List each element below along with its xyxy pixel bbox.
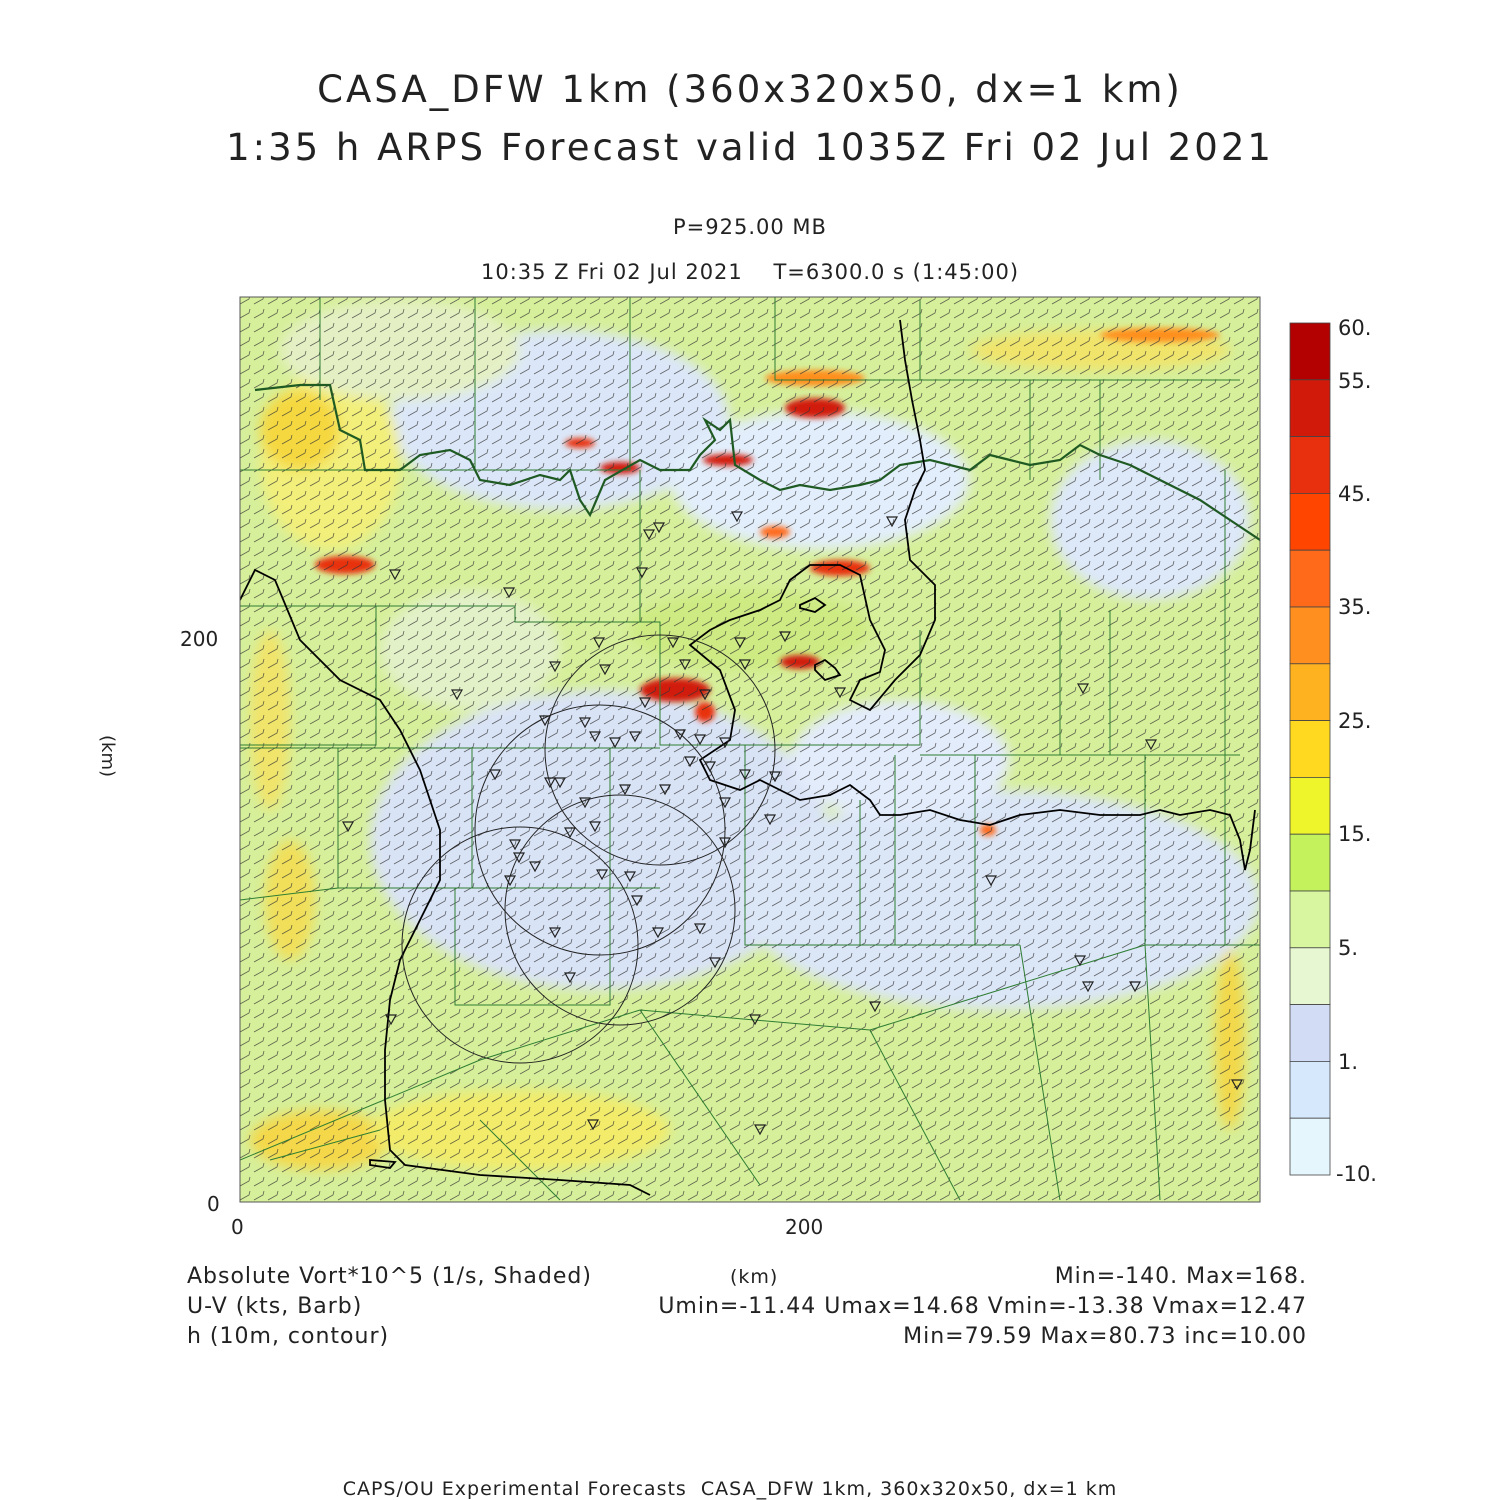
y-tick-0: 0	[207, 1192, 220, 1216]
field-1-stats: Min=-140. Max=168.	[1054, 1264, 1307, 1289]
colorbar-segment	[1290, 607, 1330, 664]
title-line-2: 1:35 h ARPS Forecast valid 1035Z Fri 02 Jul 2021	[226, 126, 1274, 169]
colorbar-label: -10.	[1336, 1162, 1377, 1186]
y-axis-label: (km)	[97, 735, 118, 778]
valid-time: 10:35 Z Fri 02 Jul 2021 T=6300.0 s (1:45:00)	[480, 260, 1020, 284]
x-tick-200: 200	[785, 1215, 824, 1239]
colorbar-label: 55.	[1338, 369, 1372, 393]
field-1-label: Absolute Vort*10^5 (1/s, Shaded)	[187, 1264, 592, 1289]
colorbar-segment	[1290, 437, 1330, 494]
vorticity-shading	[240, 297, 1260, 1202]
colorbar-segment	[1290, 550, 1330, 607]
colorbar-segment	[1290, 777, 1330, 834]
colorbar-segment	[1290, 1118, 1330, 1175]
x-tick-0: 0	[231, 1215, 244, 1239]
colorbar-segment	[1290, 834, 1330, 891]
field-3-label: h (10m, contour)	[187, 1324, 390, 1349]
colorbar-label: 1.	[1338, 1050, 1359, 1074]
colorbar-segment	[1290, 1061, 1330, 1118]
colorbar-label: 60.	[1338, 316, 1372, 340]
field-2-stats: Umin=-11.44 Umax=14.68 Vmin=-13.38 Vmax=12.47	[658, 1294, 1307, 1319]
colorbar-segment	[1290, 1005, 1330, 1062]
colorbar	[1290, 323, 1330, 1175]
colorbar-segment	[1290, 380, 1330, 437]
pressure-level: P=925.00 MB	[673, 215, 827, 239]
x-axis-label: (km)	[730, 1266, 779, 1288]
colorbar-segment	[1290, 891, 1330, 948]
colorbar-segment	[1290, 948, 1330, 1005]
colorbar-label: 5.	[1338, 936, 1359, 960]
y-tick-200: 200	[180, 627, 219, 651]
title-line-1: CASA_DFW 1km (360x320x50, dx=1 km)	[317, 68, 1183, 111]
field-3-stats: Min=79.59 Max=80.73 inc=10.00	[903, 1324, 1307, 1349]
colorbar-segment	[1290, 493, 1330, 550]
colorbar-label: 45.	[1338, 482, 1372, 506]
field-2-label: U-V (kts, Barb)	[187, 1294, 363, 1319]
colorbar-segment	[1290, 721, 1330, 778]
credit-line: CAPS/OU Experimental Forecasts CASA_DFW 1km, 360x320x50, dx=1 km	[342, 1478, 1118, 1500]
colorbar-label: 35.	[1338, 595, 1372, 619]
colorbar-label: 25.	[1338, 709, 1372, 733]
colorbar-segment	[1290, 323, 1330, 380]
colorbar-segment	[1290, 664, 1330, 721]
colorbar-label: 15.	[1338, 822, 1372, 846]
